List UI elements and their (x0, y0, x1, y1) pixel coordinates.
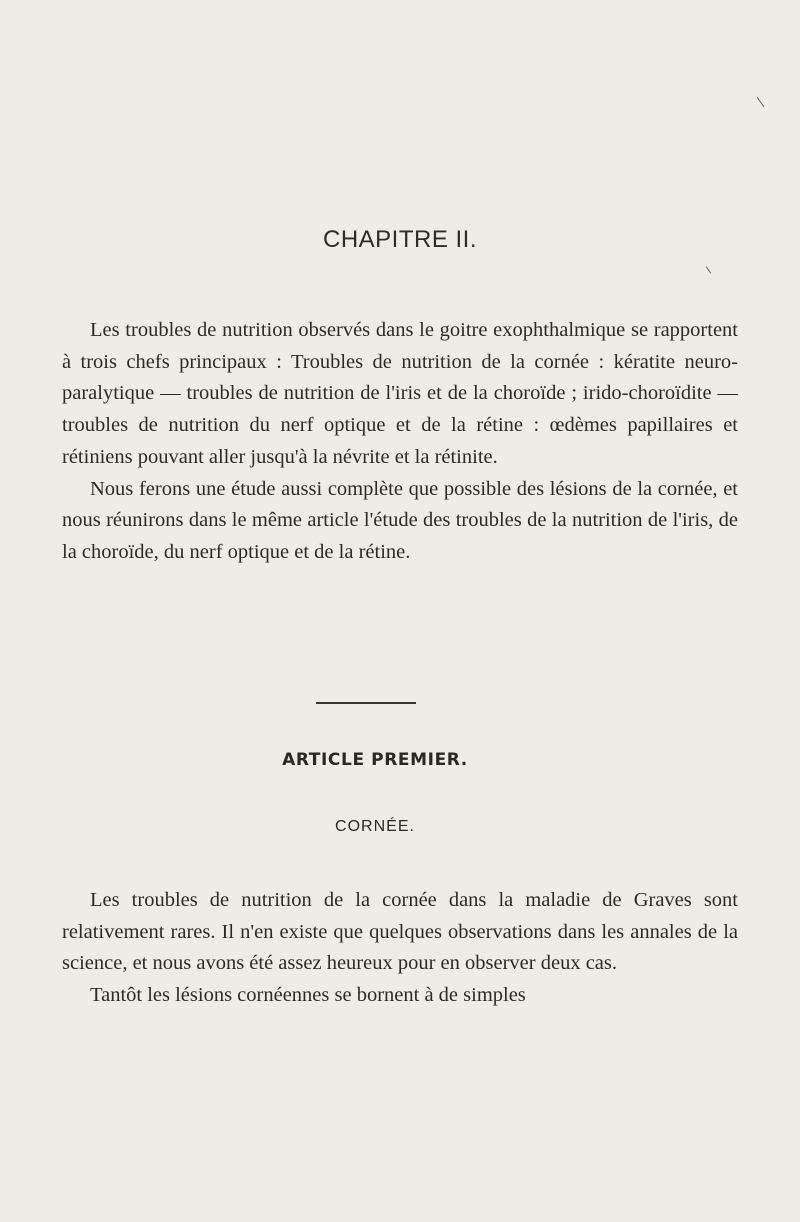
margin-mark (706, 266, 711, 273)
margin-mark (757, 97, 765, 107)
chapter-title: CHAPITRE II. (322, 226, 478, 253)
paragraph: Nous ferons une étude aussi complète que possible des lésions de la cornée, et nous réunirons dans le même article l'étude des troubles de la nutrition de l'iris, de la choroïde, du nerf optique et de la rétine. (62, 477, 738, 563)
section-text (62, 885, 738, 1012)
section-divider (316, 702, 416, 704)
article-title: ARTICLE PREMIER. (282, 750, 468, 770)
paragraph: Les troubles de nutrition de la cornée dans la maladie de Graves sont relativement rares. Il n'en existe que quelques observations dans les annales de la science, et nous avons été assez heureux pour en observer deux cas. (62, 889, 738, 975)
section-title: CORNÉE. (335, 818, 415, 835)
intro-text (62, 315, 738, 569)
paragraph: Les troubles de nutrition observés dans le goitre exophthalmique se rapportent à trois chefs principaux : Troubles de nutrition de la cornée : kératite neuro-paralytique — troubles de nutrition de l'iris et de la choroïde ; irido-choroïdite — troubles de nutrition du nerf optique et de la rétine : œdèmes papillaires et rétiniens pouvant aller jusqu'à la névrite et la rétinite. (62, 319, 738, 468)
paragraph: Tantôt les lésions cornéennes se bornent à de simples (90, 984, 526, 1007)
